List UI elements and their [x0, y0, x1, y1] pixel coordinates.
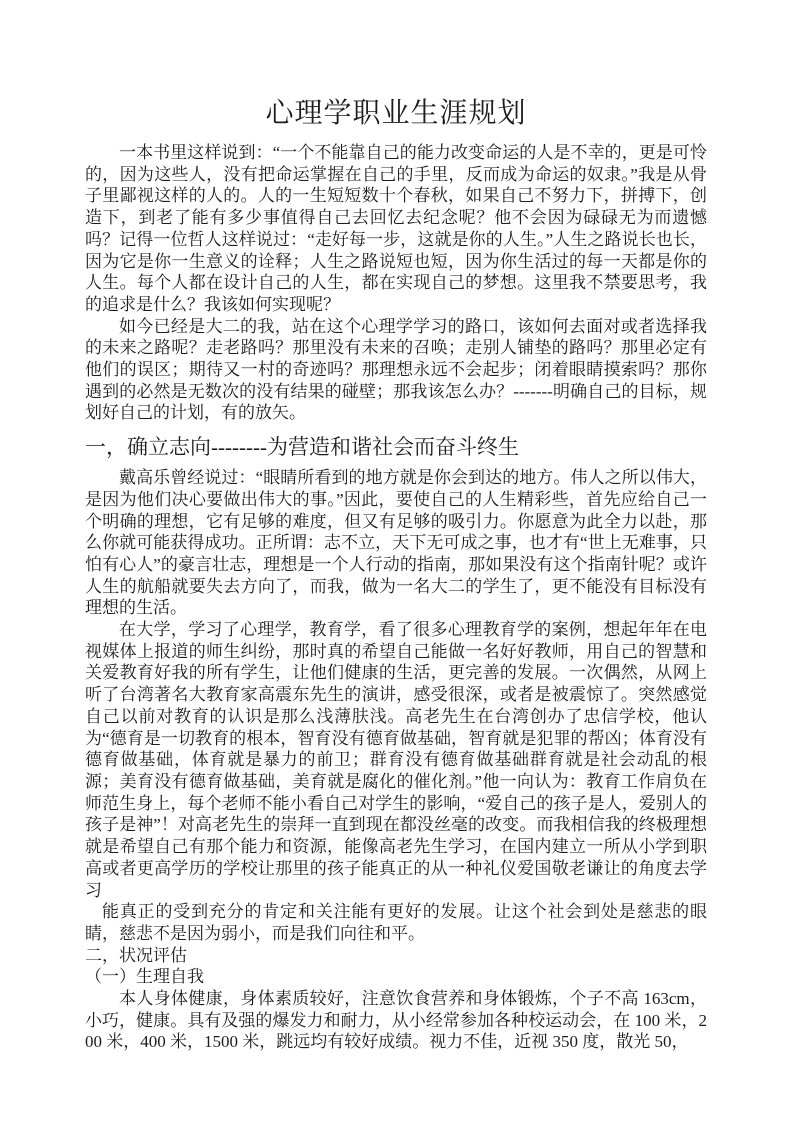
document-content: [85, 96, 707, 1053]
section-2-paragraph-1: 本人身体健康，身体素质较好，注意饮食营养和身体锻炼，个子不高 163cm，小巧，健康。具有及强的爆发力和耐力，从小经常参加各种校运动会，在 100 米，200 米，400 米，1500 米，跳远均有较好成绩。视力不佳，近视 350 度，散光 50，: [85, 989, 707, 1052]
intro-paragraph-2: 如今已经是大二的我，站在这个心理学学习的路口，该如何去面对或者选择我的未来之路呢？走老路吗？那里没有未来的召唤；走别人铺垫的路吗？那里必定有他们的误区；期待又一村的奇迹吗？那理想永远不会起步；闭着眼睛摸索吗？那你遇到的必然是无数次的没有结果的碰壁；那我该怎么办？-------明确自己的目标，规划好自己的计划，有的放矢。: [85, 316, 707, 423]
section-2-subheading: （一）生理自我: [85, 967, 204, 987]
page-title: 心理学职业生涯规划: [265, 98, 527, 129]
intro-paragraph-1: 一本书里这样说到：“一个不能靠自己的能力改变命运的人是不幸的，更是可怜的，因为这些人，没有把命运掌握在自己的手里，反而成为命运的奴隶。”我是从骨子里鄙视这样的人的。人的一生短短数十个春秋，如果自己不努力下，拼搏下，创造下，到老了能有多少事值得自己去回忆去纪念呢？他不会因为碌碌无为而遗憾吗？记得一位哲人这样说过：“走好每一步，这就是你的人生。”人生之路说长也长，因为它是你一生意义的诠释；人生之路说短也短，因为你生活过的每一天都是你的人生。每个人都在设计自己的人生，都在实现自己的梦想。这里我不禁要思考，我的追求是什么？我该如何实现呢？: [85, 143, 707, 314]
section-1-paragraph-1: 戴高乐曾经说过：“眼睛所看到的地方就是你会到达的地方。伟人之所以伟大，是因为他们决心要做出伟大的事。”因此，要使自己的人生精彩些，首先应给自己一个明确的理想，它有足够的难度，但又有足够的吸引力。你愿意为此全力以赴，那么你就可能获得成功。正所谓：志不立，天下无可成之事，也才有“世上无难事，只怕有心人”的豪言壮志，理想是一个人行动的指南，那如果没有这个指南针呢？或许人生的航船就要失去方向了，而我，做为一名大二的学生了，更不能没有目标没有理想的生活。: [85, 468, 707, 618]
section-1-paragraph-2: 在大学，学习了心理学，教育学，看了很多心理教育学的案例，想起年年在电视媒体上报道的师生纠纷，那时真的希望自己能做一名好好教师，用自己的智慧和关爱教育好我的所有学生，让他们健康的生活，更完善的发展。一次偶然，从网上听了台湾著名大教育家高震东先生的演讲，感受很深，或者是被震惊了。突然感觉自己以前对教育的认识是那么浅薄肤浅。高老先生在台湾创办了忠信学校，他认为“德育是一切教育的根本，智育没有德育做基础，智育就是犯罪的帮凶；体育没有德育做基础，体育就是暴力的前卫；群育没有德育做基础群育就是社会动乱的根源；美育没有德育做基础，美育就是腐化的催化剂。”他一向认为：教育工作肩负在师范生身上，每个老师不能小看自己对学生的影响，“爱自己的孩子是人，爱别人的孩子是神”！对高老先生的崇拜一直到现在都没丝毫的改变。而我相信我的终极理想就是希望自己有那个能力和资源，能像高老先生学习，在国内建立一所从小学到职高或者更高学历的学校让那里的孩子能真正的从一种礼仪爱国敬老谦让的角度去学习: [85, 620, 707, 900]
section-2-heading: 二，状况评估: [85, 945, 187, 965]
section-1-paragraph-3: 能真正的受到充分的肯定和关注能有更好的发展。让这个社会到处是慈悲的眼睛，慈悲不是因为弱小，而是我们向往和平。: [85, 902, 707, 943]
section-1-heading: 一，确立志向--------为营造和谐社会而奋斗终生: [85, 435, 519, 460]
